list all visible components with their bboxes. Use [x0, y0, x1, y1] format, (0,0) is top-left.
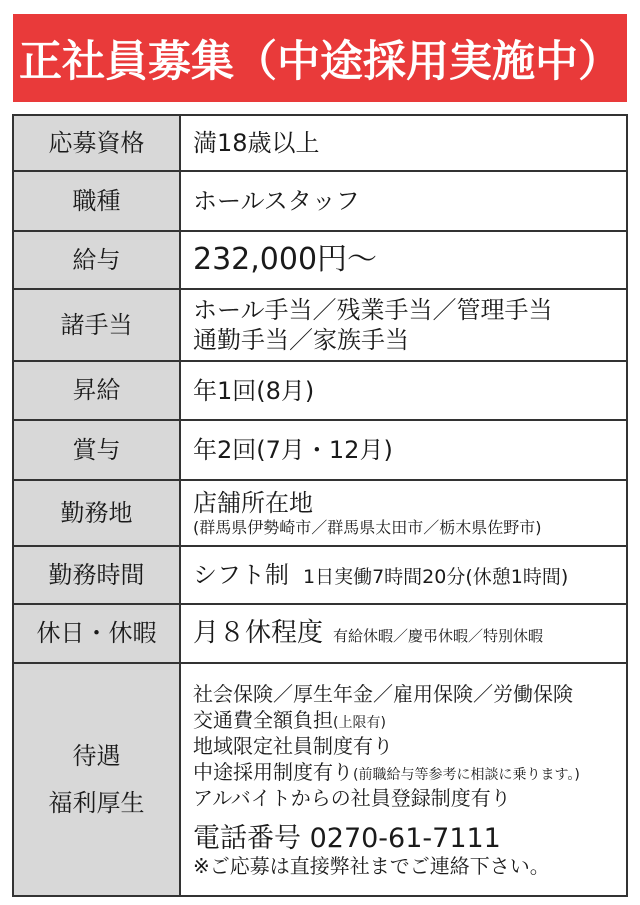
- table-row: [13, 420, 627, 480]
- table-row: [13, 361, 627, 420]
- hours-cell: [180, 546, 627, 604]
- benefits-label-line-1: 待遇: [72, 742, 121, 771]
- benefits-line-4: 中途採用制度有り: [193, 759, 353, 784]
- benefits-line-4-note: (前職給与等参考に相談に乗ります。): [353, 766, 580, 783]
- benefits-line-1: 社会保険／厚生年金／雇用保険／労働保険: [193, 681, 573, 706]
- benefits-line-2-wrap: [193, 707, 622, 733]
- allowances-line-2: 通勤手当／家族手当: [193, 326, 409, 354]
- benefits-line-2: 交通費全額負担: [193, 707, 333, 732]
- raise-value: 年1回(8月): [180, 361, 627, 420]
- hours-main: シフト制: [193, 561, 289, 589]
- benefits-label: [13, 663, 180, 896]
- benefits-line-5: アルバイトからの社員登録制度有り: [193, 785, 511, 810]
- hours-label: 勤務時間: [13, 546, 180, 604]
- holidays-label: 休日・休暇: [13, 604, 180, 663]
- location-label: 勤務地: [13, 480, 180, 546]
- benefits-line-4-wrap: [193, 759, 622, 785]
- location-cell: [180, 480, 627, 546]
- job-type-value: ホールスタッフ: [180, 171, 627, 231]
- table-row: [13, 663, 627, 896]
- benefits-label-line-2: 福利厚生: [48, 788, 145, 817]
- salary-cell: [180, 231, 627, 289]
- allowances-cell: [180, 289, 627, 361]
- table-row: [13, 604, 627, 663]
- holidays-main: 月８休程度: [193, 618, 324, 649]
- bonus-label: 賞与: [13, 420, 180, 480]
- qualification-value: 満18歳以上: [180, 115, 627, 171]
- table-row: [13, 231, 627, 289]
- recruitment-banner: [13, 14, 627, 102]
- salary-value: 232,000円〜: [193, 242, 378, 278]
- contact-note: ※ご応募は直接弊社までご連絡下さい。: [193, 854, 550, 879]
- table-row: [13, 546, 627, 604]
- qualification-label: 応募資格: [13, 115, 180, 171]
- benefits-line-2-note: (上限有): [333, 714, 386, 731]
- benefits-line-3: 地域限定社員制度有り: [193, 733, 393, 758]
- holidays-cell: [180, 604, 627, 663]
- job-info-table: [12, 114, 628, 897]
- salary-label: 給与: [13, 231, 180, 289]
- table-row: [13, 171, 627, 231]
- phone-number: 電話番号 0270-61-7111: [193, 822, 501, 854]
- raise-label: 昇給: [13, 361, 180, 420]
- table-row: [13, 115, 627, 171]
- table-row: [13, 480, 627, 546]
- bonus-value: 年2回(7月・12月): [180, 420, 627, 480]
- holidays-sub: 有給休暇／慶弔休暇／特別休暇: [333, 627, 544, 646]
- benefits-cell: [180, 663, 627, 896]
- table-row: [13, 289, 627, 361]
- location-line-2: (群馬県伊勢崎市／群馬県太田市／栃木県佐野市): [193, 518, 542, 537]
- hours-sub: 1日実働7時間20分(休憩1時間): [303, 566, 569, 588]
- job-type-label: 職種: [13, 171, 180, 231]
- allowances-label: 諸手当: [13, 289, 180, 361]
- banner-title: 正社員募集（中途採用実施中）: [19, 36, 621, 87]
- allowances-line-1: ホール手当／残業手当／管理手当: [193, 296, 553, 324]
- location-line-1: 店舗所在地: [193, 489, 313, 517]
